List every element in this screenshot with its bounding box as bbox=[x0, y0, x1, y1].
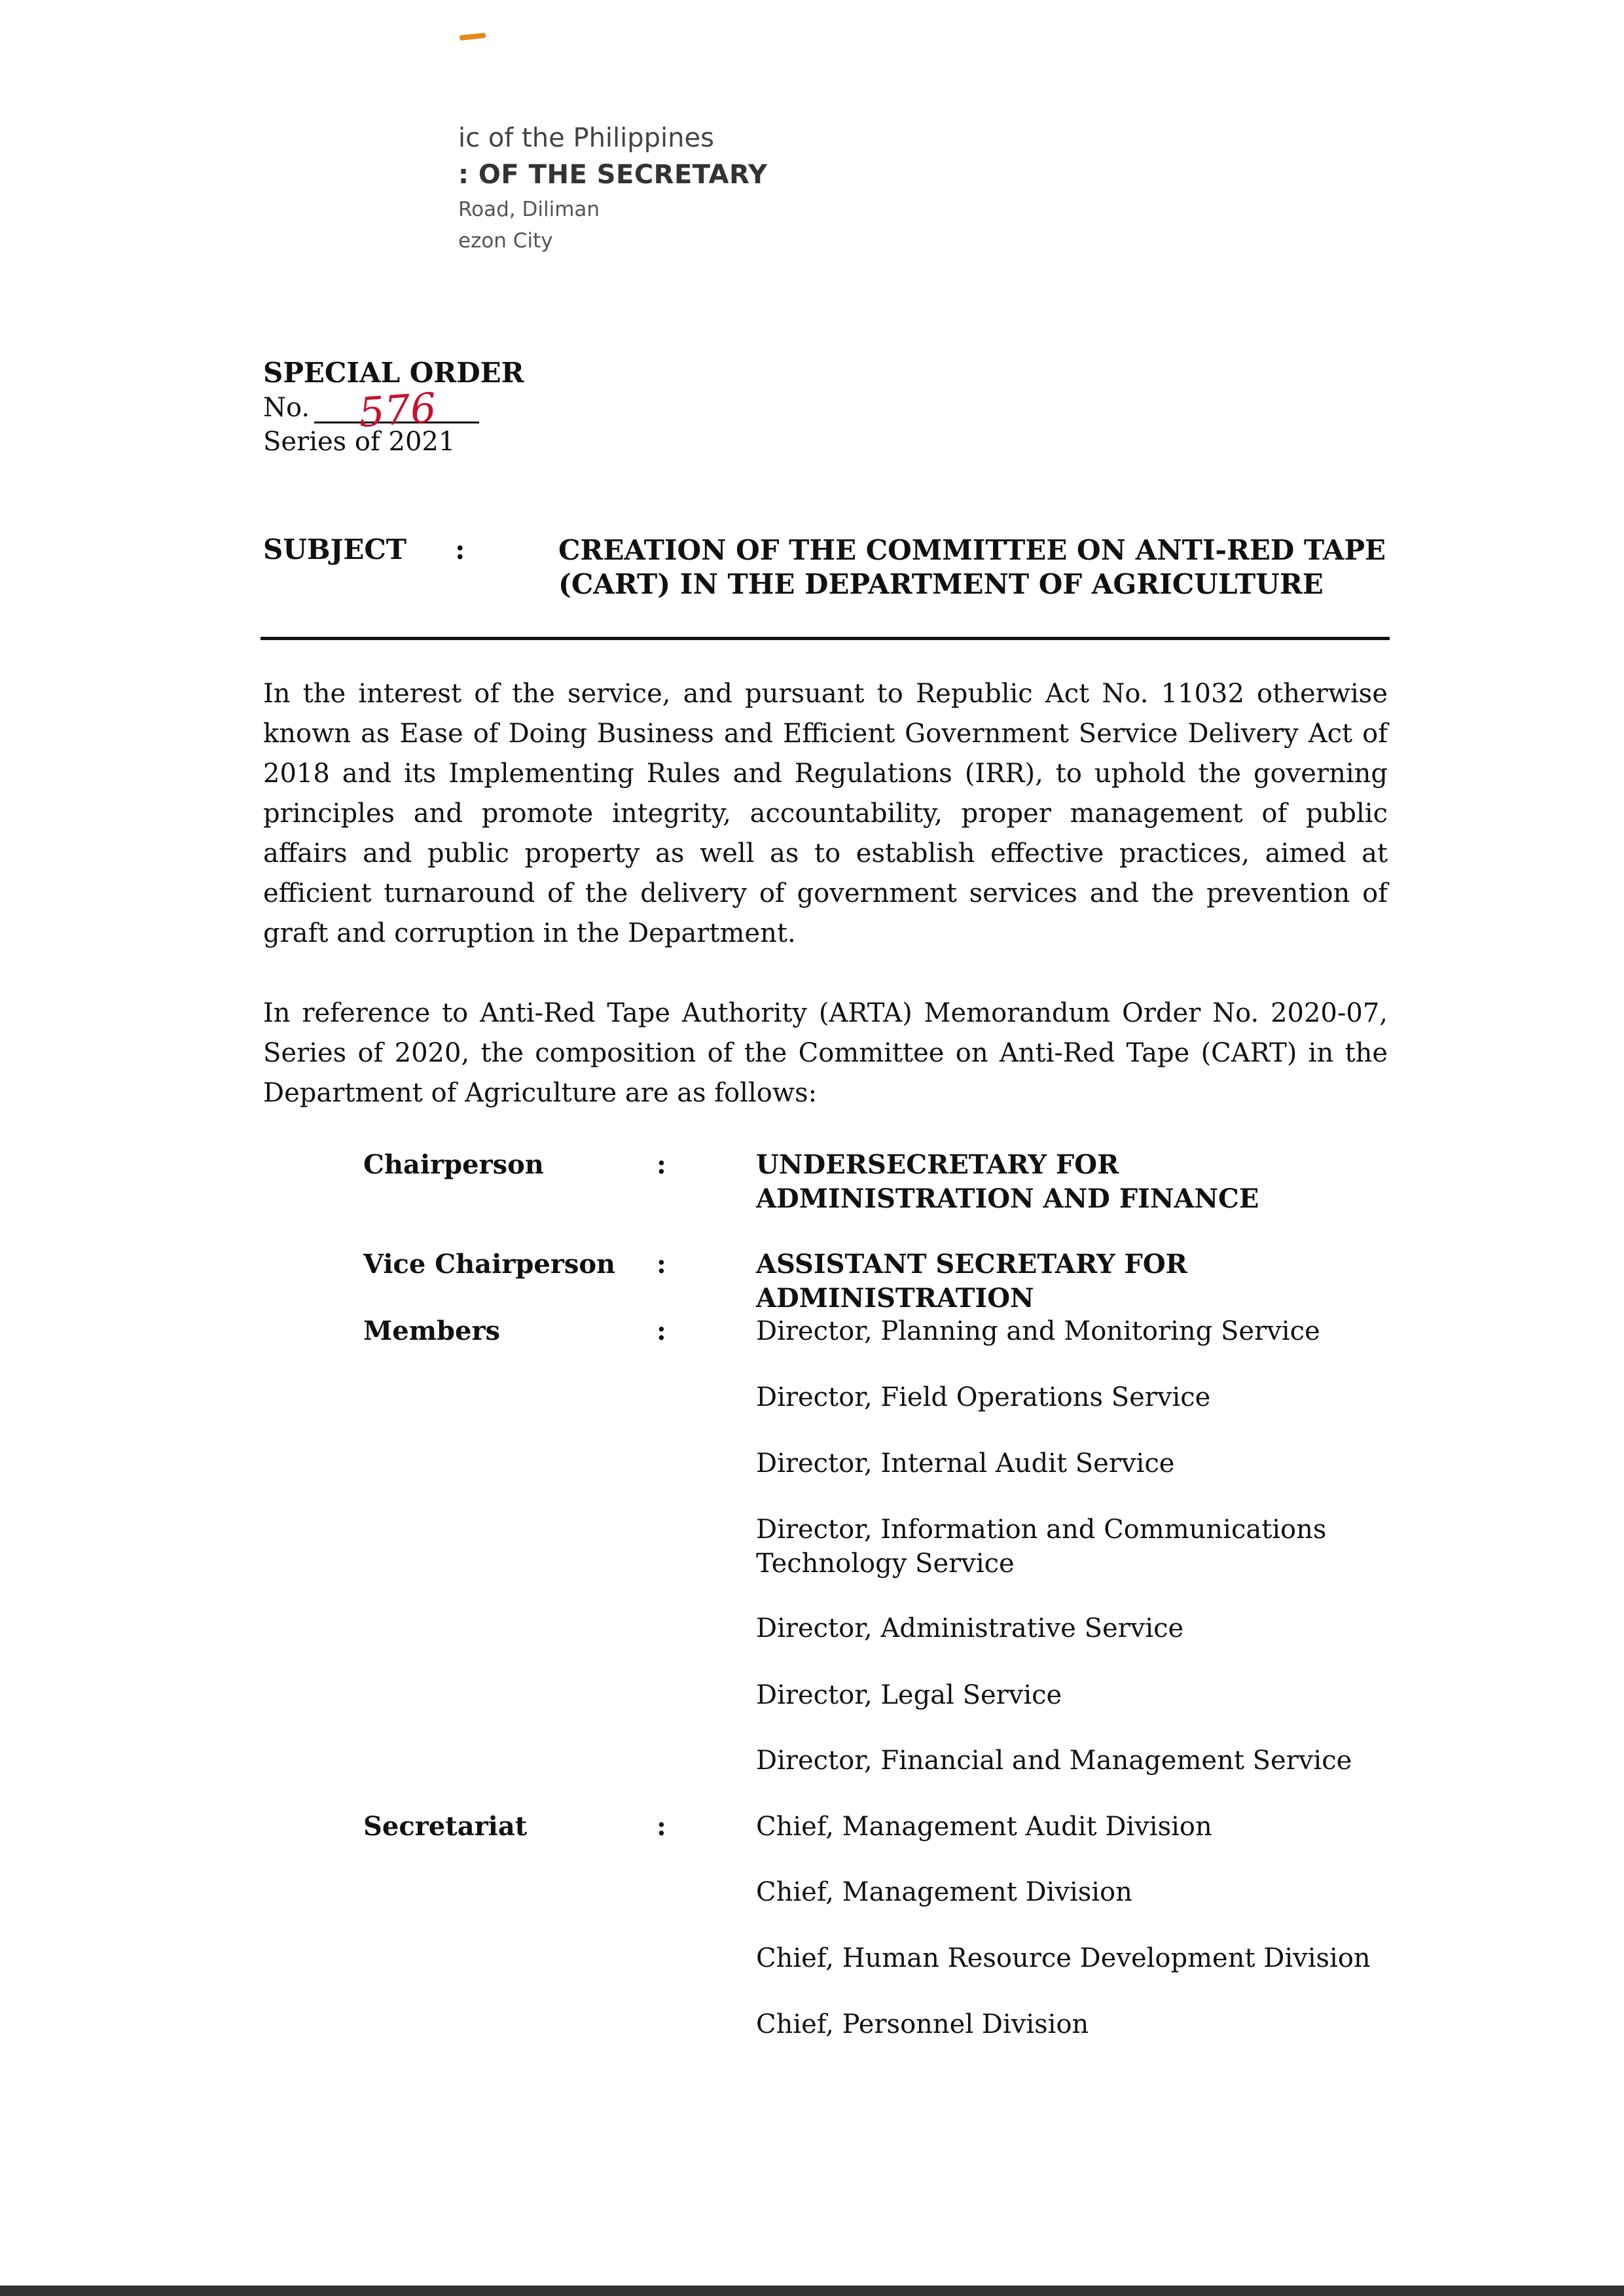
chairperson-colon: : bbox=[657, 1149, 666, 1180]
letterhead-line-1: ic of the Philippines bbox=[458, 123, 714, 153]
body-paragraph-1: In the interest of the service, and pursuant to Republic Act No. 11032 otherwise known as Ease of Doing Business and Efficient Government Service Delivery Act of 2018 and its Implementing Rules and Regulations (IRR), to uphold the governing principles and promote integrity, accountability, proper management of public affairs and public property as well as to establish effective practices, aimed at efficient turnaround of the delivery of government services and the prevention of graft and corruption in the Department. bbox=[263, 679, 1388, 948]
body-paragraph-2: In reference to Anti-Red Tape Authority (ARTA) Memorandum Order No. 2020-07, Series of 2020, the composition of the Committee on Anti-Red Tape (CART) in the Department of Agriculture are as follows: bbox=[263, 998, 1388, 1108]
members-label: Members bbox=[363, 1316, 501, 1346]
member-item: Director, Financial and Management Service bbox=[756, 1746, 1352, 1776]
secretariat-item: Chief, Personnel Division bbox=[756, 2009, 1089, 2039]
special-order-number-handwritten: 576 bbox=[357, 383, 438, 437]
secretariat-label: Secretariat bbox=[363, 1811, 528, 1842]
member-item: Director, Internal Audit Service bbox=[756, 1448, 1175, 1479]
member-item: Director, Administrative Service bbox=[756, 1613, 1184, 1643]
subject-colon: : bbox=[455, 533, 465, 565]
members-colon: : bbox=[657, 1316, 666, 1346]
letterhead-line-2: : OF THE SECRETARY bbox=[458, 160, 768, 190]
secretariat-item: Chief, Management Division bbox=[756, 1877, 1132, 1907]
secretariat-item: Chief, Human Resource Development Division bbox=[756, 1943, 1371, 1973]
vice-chairperson-label: Vice Chairperson bbox=[363, 1249, 616, 1280]
member-item: Director, Information and Communications Technology Service bbox=[756, 1515, 1327, 1579]
letterhead-line-4: ezon City bbox=[458, 229, 553, 253]
vice-chairperson-value: ASSISTANT SECRETARY FOR ADMINISTRATION bbox=[756, 1249, 1187, 1314]
member-item: Director, Field Operations Service bbox=[756, 1382, 1211, 1412]
member-item: Director, Legal Service bbox=[756, 1680, 1062, 1710]
chairperson-label: Chairperson bbox=[363, 1149, 544, 1180]
subject-divider bbox=[261, 637, 1390, 640]
special-order-no-label: No. bbox=[263, 393, 310, 423]
secretariat-item: Chief, Management Audit Division bbox=[756, 1812, 1212, 1842]
subject-text: CREATION OF THE COMMITTEE ON ANTI-RED TAPE (CART) IN THE DEPARTMENT OF AGRICULTURE bbox=[558, 534, 1386, 600]
letterhead-line-3: Road, Diliman bbox=[458, 198, 600, 221]
chairperson-value: UNDERSECRETARY FOR ADMINISTRATION AND FINANCE bbox=[756, 1149, 1259, 1214]
orange-mark-decoration bbox=[460, 33, 486, 41]
special-order-series: Series of 2021 bbox=[263, 427, 456, 457]
subject-label: SUBJECT bbox=[263, 533, 407, 565]
member-item: Director, Planning and Monitoring Service bbox=[756, 1316, 1320, 1346]
vice-chairperson-colon: : bbox=[657, 1249, 666, 1280]
secretariat-colon: : bbox=[657, 1811, 666, 1842]
scan-bottom-edge bbox=[0, 2286, 1624, 2296]
special-order-title: SPECIAL ORDER bbox=[263, 357, 524, 389]
